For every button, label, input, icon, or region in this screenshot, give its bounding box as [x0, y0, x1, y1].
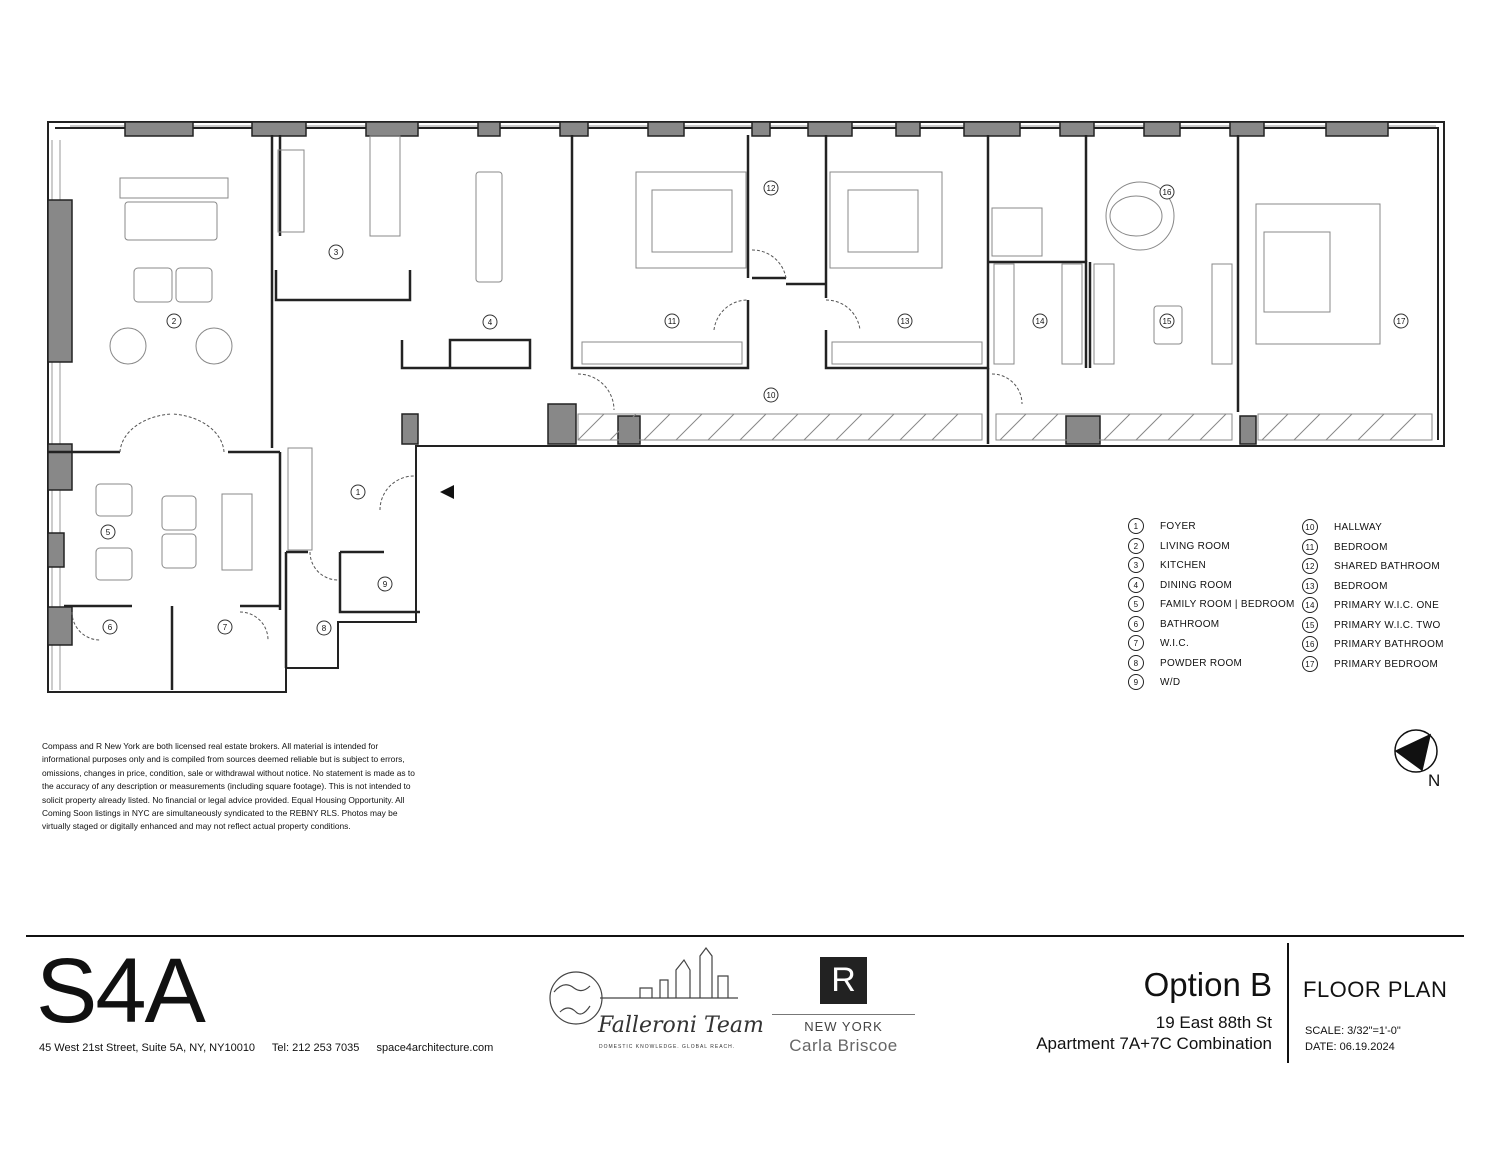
team-logo-text: Falleroni Team	[598, 1013, 764, 1038]
legend-number: 2	[1128, 538, 1144, 554]
legend-number: 13	[1302, 578, 1318, 594]
legend-item	[1302, 635, 1444, 653]
firm-address: 45 West 21st Street, Suite 5A, NY, NY10010	[39, 1042, 256, 1054]
firm-logo: S4A	[36, 940, 204, 1042]
furniture-outlines	[96, 136, 1383, 580]
legend-item	[1302, 557, 1440, 575]
legend-label: SHARED BATHROOM	[1334, 560, 1440, 572]
svg-text:5: 5	[105, 528, 111, 537]
legend-item	[1128, 595, 1295, 613]
entry-arrow	[440, 485, 454, 499]
legend-label: BEDROOM	[1334, 541, 1388, 553]
legend-item	[1128, 654, 1242, 672]
firm-contact	[39, 1042, 507, 1054]
legend-label: PRIMARY BATHROOM	[1334, 638, 1444, 650]
legend-item	[1128, 615, 1219, 633]
legal-disclaimer: Compass and R New York are both licensed real estate brokers. All material is intended for informational purposes only and is compiled from sources deemed reliable but is subject to errors, omissions, changes in price, condition, sale or withdrawal without notice. No statement is made as to the accuracy of any description or measurements (including square footage). This is not intended to solicit property already listed. No financial or legal advice provided. Equal Housing Opportunity. All Coming Soon listings in NYC are simultaneously syndicated to the REBNY RLS. Photos may be virtually staged or digitally enhanced and may not reflect actual property conditions.	[42, 741, 415, 832]
legend-label: PRIMARY W.I.C. TWO	[1334, 619, 1441, 631]
legend-item	[1302, 616, 1441, 634]
legend-label: BEDROOM	[1334, 580, 1388, 592]
legend-item	[1302, 577, 1388, 595]
legend-number: 7	[1128, 635, 1144, 651]
svg-text:15: 15	[1162, 317, 1172, 326]
plan-option: Option B	[1143, 966, 1272, 1003]
svg-text:7: 7	[222, 623, 228, 632]
legend-item	[1128, 634, 1189, 652]
legend-label: W.I.C.	[1160, 637, 1190, 649]
drawing-date: DATE: 06.19.2024	[1305, 1041, 1395, 1053]
property-street: 19 East 88th St	[1155, 1013, 1272, 1032]
sheet-title: FLOOR PLAN	[1303, 977, 1448, 1002]
legend-label: PRIMARY BEDROOM	[1334, 658, 1439, 670]
legend-label: LIVING ROOM	[1160, 540, 1230, 552]
legend-item	[1128, 556, 1206, 574]
legend-number: 3	[1128, 557, 1144, 573]
legend-item	[1128, 576, 1232, 594]
svg-text:4: 4	[487, 318, 493, 327]
legend-label: POWDER ROOM	[1160, 657, 1243, 669]
legend-item	[1302, 596, 1439, 614]
svg-text:1: 1	[355, 488, 361, 497]
door-swings	[72, 250, 1022, 640]
legend-label: W/D	[1160, 676, 1181, 688]
closet-hatching	[288, 264, 1432, 550]
broker-logo: R	[820, 957, 867, 1004]
legend-item	[1302, 538, 1388, 556]
svg-text:14: 14	[1035, 317, 1045, 326]
svg-text:11: 11	[667, 317, 677, 326]
legend-item	[1302, 518, 1382, 536]
legend-item	[1128, 517, 1196, 535]
title-block-divider	[1287, 943, 1289, 1063]
svg-text:3: 3	[333, 248, 339, 257]
room-number-labels	[106, 184, 1406, 633]
legend-number: 4	[1128, 577, 1144, 593]
svg-text:8: 8	[321, 624, 327, 633]
legend-number: 8	[1128, 655, 1144, 671]
interior-walls	[48, 135, 1238, 690]
legend-item	[1128, 673, 1180, 691]
legend-label: PRIMARY W.I.C. ONE	[1334, 599, 1440, 611]
legend-label: BATHROOM	[1160, 618, 1220, 630]
svg-text:2: 2	[171, 317, 177, 326]
legend-label: DINING ROOM	[1160, 579, 1233, 591]
legend-number: 17	[1302, 656, 1318, 672]
legend-number: 16	[1302, 636, 1318, 652]
legend-item	[1128, 537, 1230, 555]
legend-number: 14	[1302, 597, 1318, 613]
property-apartment: Apartment 7A+7C Combination	[1036, 1034, 1272, 1053]
broker-divider	[772, 1014, 915, 1015]
svg-text:10: 10	[766, 391, 776, 400]
legend-number: 15	[1302, 617, 1318, 633]
footer-divider	[26, 935, 1464, 937]
legend-number: 10	[1302, 519, 1318, 535]
legend-number: 1	[1128, 518, 1144, 534]
legend-label: FOYER	[1160, 520, 1196, 532]
svg-text:12: 12	[766, 184, 776, 193]
firm-phone: Tel: 212 253 7035	[271, 1042, 360, 1054]
broker-city: NEW YORK	[804, 1019, 883, 1034]
svg-text:13: 13	[900, 317, 910, 326]
team-tagline: DOMESTIC KNOWLEDGE. GLOBAL REACH.	[599, 1044, 736, 1050]
svg-text:17: 17	[1396, 317, 1406, 326]
legend-number: 5	[1128, 596, 1144, 612]
room-number-tags	[101, 181, 1408, 635]
firm-website: space4architecture.com	[376, 1042, 494, 1054]
north-label: N	[1428, 771, 1441, 790]
north-arrow	[1395, 730, 1437, 772]
svg-text:9: 9	[382, 580, 388, 589]
legend-number: 6	[1128, 616, 1144, 632]
legend-label: KITCHEN	[1160, 559, 1206, 571]
svg-text:6: 6	[107, 623, 113, 632]
drawing-scale: SCALE: 3/32"=1'-0"	[1305, 1025, 1401, 1037]
legend-number: 9	[1128, 674, 1144, 690]
legend-label: FAMILY ROOM | BEDROOM	[1160, 598, 1295, 610]
svg-text:16: 16	[1162, 188, 1172, 197]
legend-label: HALLWAY	[1334, 521, 1383, 533]
legend-number: 12	[1302, 558, 1318, 574]
legend-number: 11	[1302, 539, 1318, 555]
legend-item	[1302, 655, 1438, 673]
broker-agent: Carla Briscoe	[789, 1036, 898, 1055]
